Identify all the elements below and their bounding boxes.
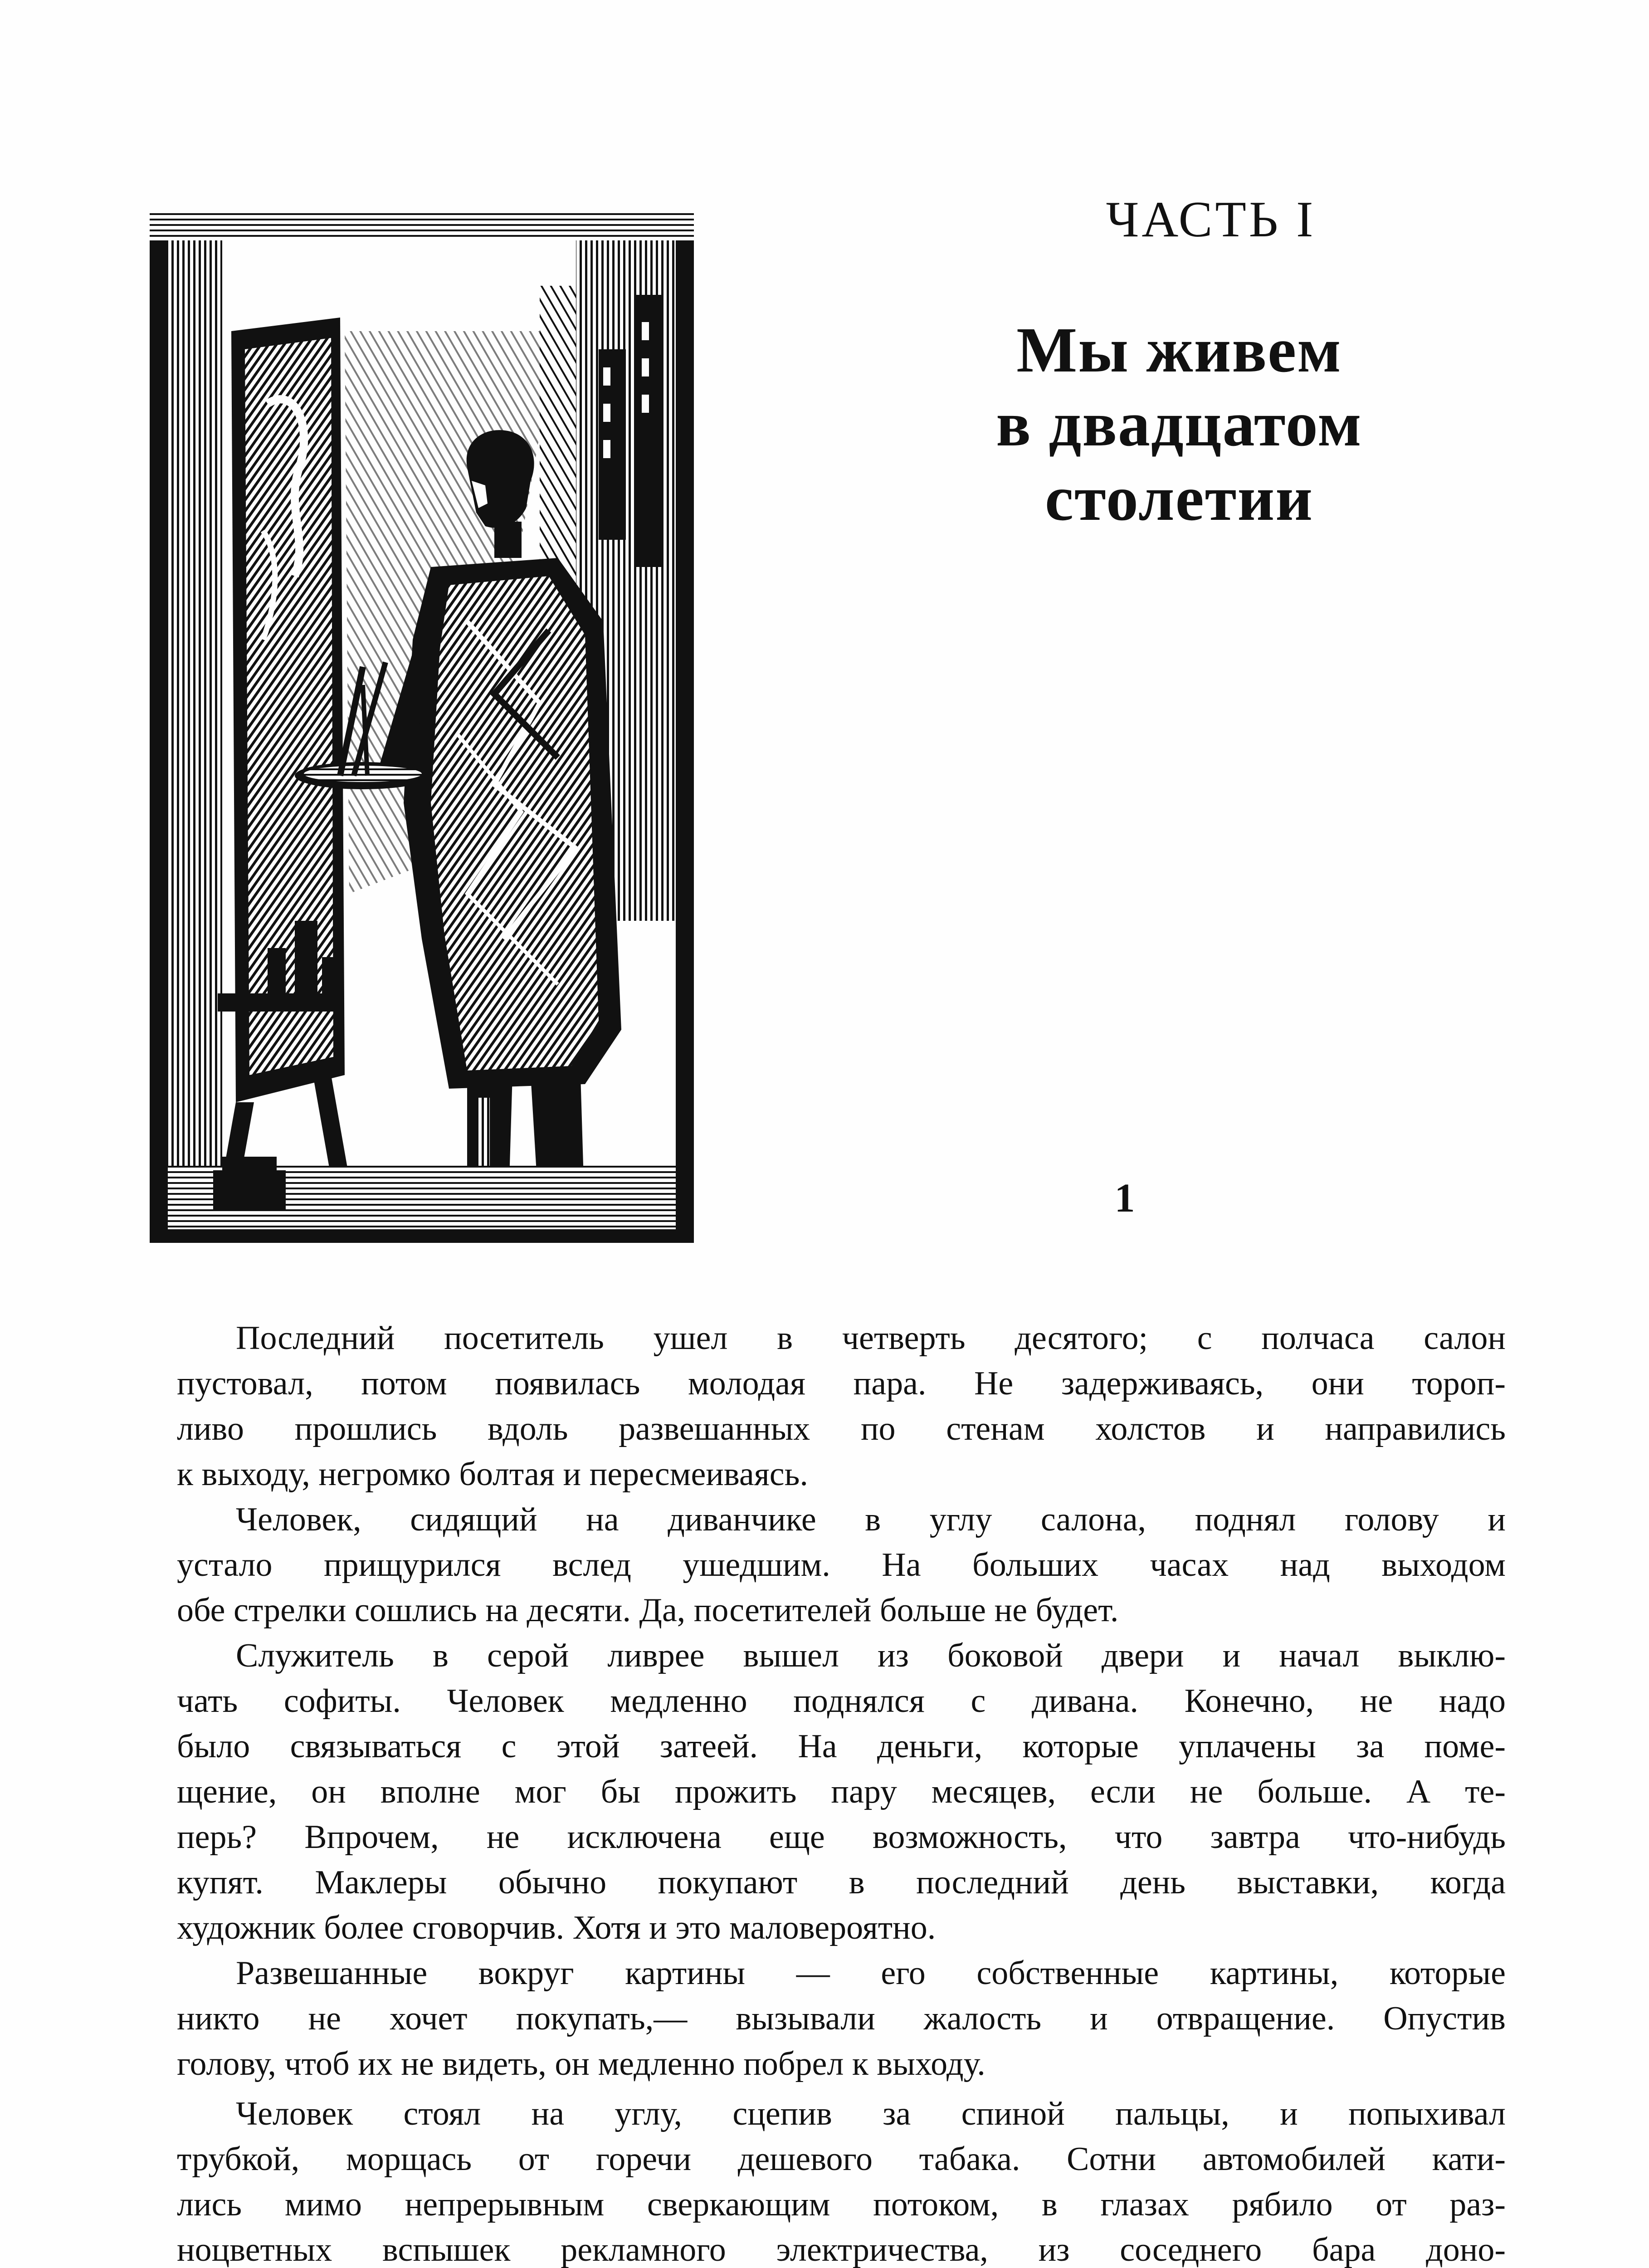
artist-at-easel-illustration [150,213,694,1243]
woodcut-icon [150,213,694,1243]
text-line: к выходу, негромко болтая и пересмеиваясь. [177,1456,808,1493]
text-line: перь? Впрочем, не исключена еще возможность, что завтра что-нибудь [177,1818,1506,1856]
chapter-number: 1 [1114,1176,1135,1221]
text-line: Развешанные вокруг картины — его собственные картины, которые [236,1955,1506,1992]
text-line: купят. Маклеры обычно покупают в последний день выставки, когда [177,1864,1506,1901]
chapter-text-section-2 [177,2091,1506,2268]
text-line: Человек, сидящий на диванчике в углу салона, поднял голову и [236,1501,1506,1538]
chapter-text-section-1 [177,1315,1506,2087]
text-line: Служитель в серой ливрее вышел из боковой двери и начал выклю- [236,1637,1506,1674]
part-title-line: Мы живем [1016,314,1342,386]
text-line: художник более сговорчив. Хотя и это маловероятно. [177,1909,936,1946]
text-line: никто не хочет покупать,— вызывали жалость и отвращение. Опустив [177,2000,1506,2037]
text-line: пустовал, потом появилась молодая пара. Не задерживаясь, они тороп- [177,1365,1506,1402]
text-line: трубкой, морщась от горечи дешевого табака. Сотни автомобилей кати- [177,2141,1506,2178]
text-line: чать софиты. Человек медленно поднялся с дивана. Конечно, не надо [177,1682,1506,1720]
text-line: ноцветных вспышек рекламного электричества, из соседнего бара доно- [177,2231,1506,2268]
text-line: было связываться с этой затеей. На деньги, которые уплачены за поме- [177,1728,1506,1765]
text-line: голову, чтоб их не видеть, он медленно побрел к выходу. [177,2045,985,2082]
text-line: ливо прошлись вдоль развешанных по стенам холстов и направились [177,1410,1506,1447]
text-line: Последний посетитель ушел в четверть десятого; с полчаса салон [236,1320,1506,1357]
text-line: устало прищурился вслед ушедшим. На больших часах над выходом [177,1546,1506,1584]
part-title-line: столетии [1044,462,1314,534]
part-title [862,313,1497,535]
text-line: Человек стоял на углу, сцепив за спиной пальцы, и попыхивал [236,2095,1506,2132]
text-line: лись мимо непрерывным сверкающим потоком, в глазах рябило от раз- [177,2186,1506,2223]
text-line: обе стрелки сошлись на десяти. Да, посетителей больше не будет. [177,1592,1119,1629]
text-line: щение, он вполне мог бы прожить пару месяцев, если не больше. А те- [177,1773,1506,1810]
part-title-line: в двадцатом [996,388,1362,460]
part-label: ЧАСТЬ I [1106,191,1316,248]
